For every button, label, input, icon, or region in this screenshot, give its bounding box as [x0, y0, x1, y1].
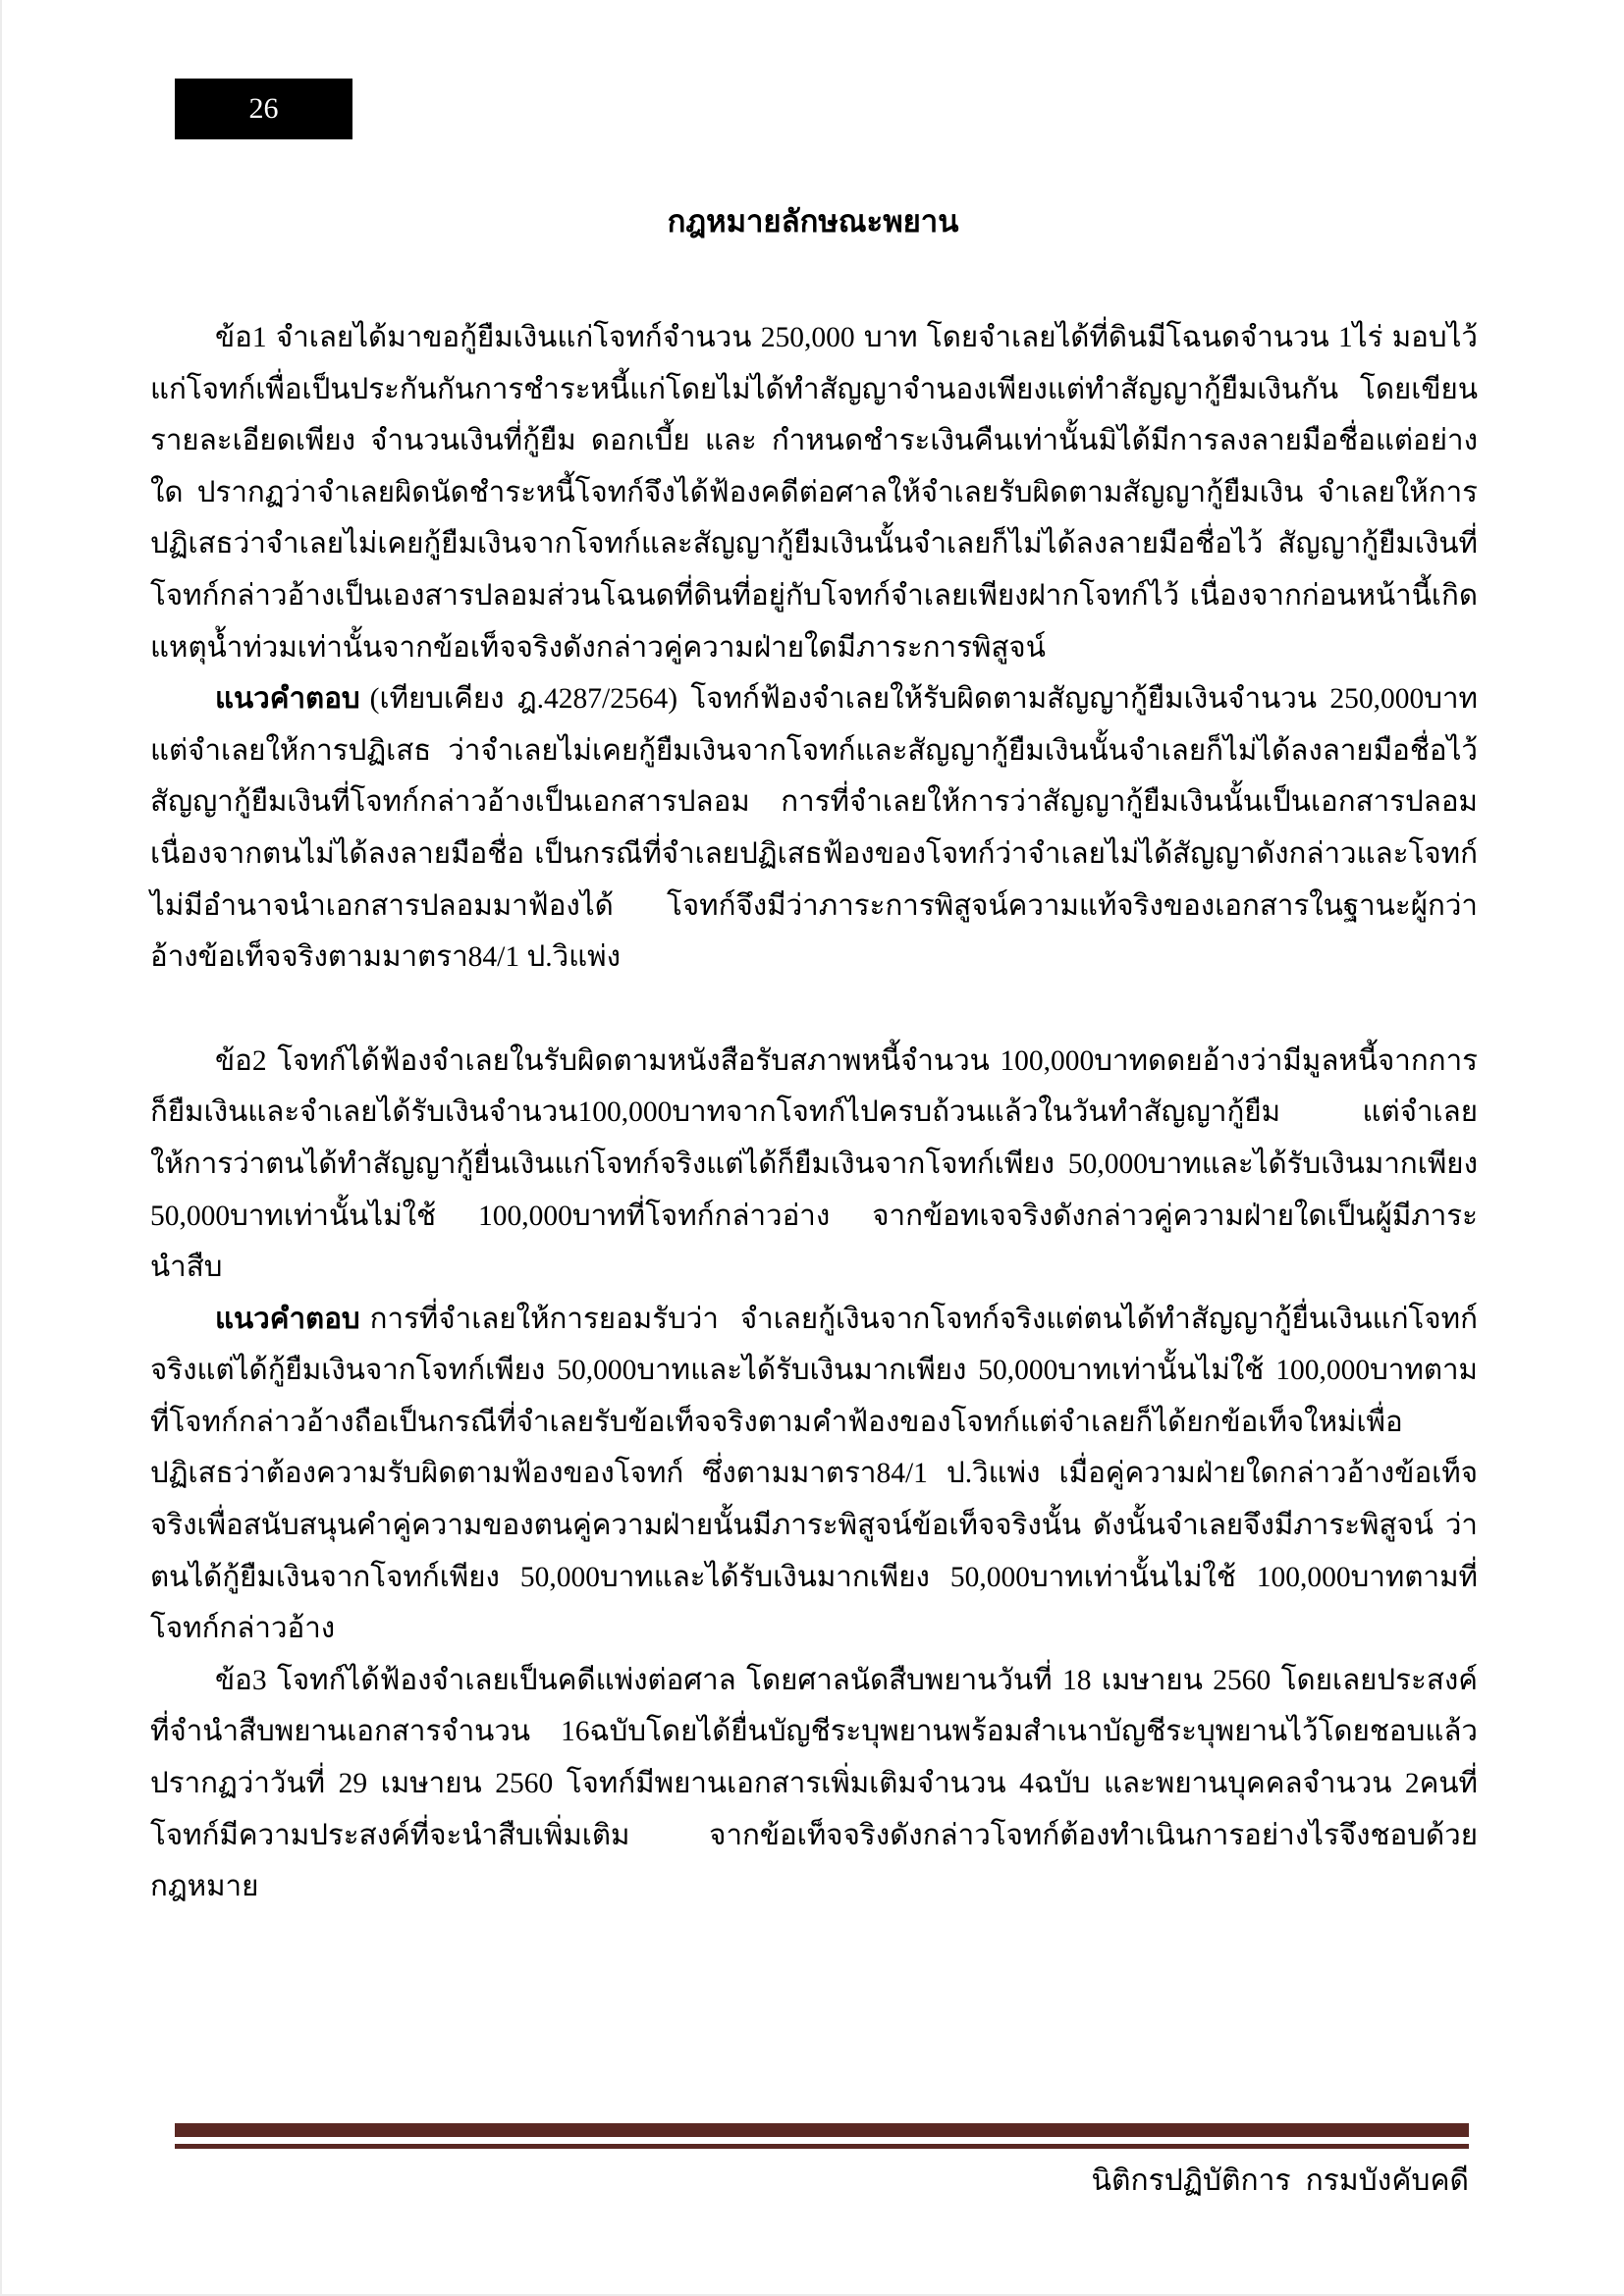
- paragraph-text: ข้อ2 โจทก์ได้ฟ้องจำเลยในรับผิดตามหนังสือรับสภาพหนี้จำนวน 100,000บาทดดยอ้างว่ามีมูลหนี้จากการก็ยืมเงินและจำเลยได้รับเงินจำนวน100,000บาทจากโจทก์ไปครบถ้วนแล้วในวันทำสัญญากู้ยืม แต่จำเลยให้การว่าตนได้ทำสัญญากู้ยื่นเงินแก่โจทก์จริงแต่ได้ก็ยืมเงินจากโจทก์เพียง 50,000บาทและได้รับเงินมากเพียง 50,000บาทเท่านั้นไม่ใช้ 100,000บาทที่โจทก์กล่าวอ่าง จากข้อทเจจริงดังกล่าวคู่ความฝ่ายใดเป็นผู้มีภาระนำสืบ: [150, 1044, 1478, 1284]
- paragraph-question-2: [150, 1036, 1478, 1294]
- page-number-box: [175, 79, 352, 139]
- document-body: [150, 312, 1478, 1913]
- paragraph-question-3: [150, 1655, 1478, 1913]
- footer-rule-thin: [175, 2144, 1469, 2149]
- page-number: 26: [248, 92, 279, 125]
- paragraph-text: ข้อ1 จำเลยได้มาขอกู้ยืมเงินแก่โจทก์จำนวน 250,000 บาท โดยจำเลยได้ที่ดินมีโฉนดจำนวน 1ไร่ มอบไว้แก่โจทก์เพื่อเป็นประกันกันการชำระหนี้แก่โดยไม่ได้ทำสัญญาจำนองเพียงแต่ทำสัญญากู้ยืมเงินกัน โดยเขียนรายละเอียดเพียง จำนวนเงินที่กู้ยืม ดอกเบี้ย และ กำหนดชำระเงินคืนเท่านั้นมิได้มีการลงลายมือชื่อแต่อย่างใด ปรากฏว่าจำเลยผิดนัดชำระหนี้โจทก์จึงได้ฟ้องคดีต่อศาลให้จำเลยรับผิดตามสัญญากู้ยืมเงิน จำเลยให้การปฏิเสธว่าจำเลยไม่เคยกู้ยืมเงินจากโจทก์และสัญญากู้ยืมเงินนั้นจำเลยก็ไม่ได้ลงลายมือชื่อไว้ สัญญากู้ยืมเงินที่โจทก์กล่าวอ้างเป็นเองสารปลอมส่วนโฉนดที่ดินที่อยู่กับโจทก์จำเลยเพียงฝากโจทก์ไว้ เนื่องจากก่อนหน้านี้เกิดแหตุน้ำท่วมเท่านั้นจากข้อเท็จจริงดังกล่าวคู่ความฝ่ายใดมีภาระการพิสูจน์: [150, 322, 1478, 664]
- paragraph-answer-1: [150, 673, 1478, 984]
- paragraph-lead: แนวคำตอบ: [215, 683, 360, 716]
- footer-rule-thick: [175, 2123, 1469, 2137]
- paragraph-answer-2: [150, 1294, 1478, 1655]
- paragraph-text: ข้อ3 โจทก์ได้ฟ้องจำเลยเป็นคดีแพ่งต่อศาล โดยศาลนัดสืบพยานวันที่ 18 เมษายน 2560 โดยเลยประสงค์ที่จำนำสืบพยานเอกสารจำนวน 16ฉบับโดยได้ยื่นบัญชีระบุพยานพร้อมสำเนาบัญชีระบุพยานไว้โดยชอบแล้ว ปรากฏว่าวันที่ 29 เมษายน 2560 โจทก์มีพยานเอกสารเพิ่มเติมจำนวน 4ฉบับ และพยานบุคคลจำนวน 2คนที่โจทก์มีความประสงค์ที่จะนำสืบเพิ่มเติม จากข้อเท็จจริงดังกล่าวโจทก์ต้องทำเนินการอย่างไรจึงชอบด้วยกฎหมาย: [150, 1664, 1478, 1903]
- paragraph-text: การที่จำเลยให้การยอมรับว่า จำเลยกู้เงินจากโจทก์จริงแต่ตนได้ทำสัญญากู้ยื่นเงินแก่โจทก์จริงแต่ได้กู้ยืมเงินจากโจทก์เพียง 50,000บาทและได้รับเงินมากเพียง 50,000บาทเท่านั้นไม่ใช้ 100,000บาทตามที่โจทก์กล่าวอ้างถือเป็นกรณีที่จำเลยรับข้อเท็จจริงตามคำฟ้องของโจทก์แต่จำเลยก็ได้ยกข้อเท็จใหม่เพื่อปฏิเสธว่าต้องความรับผิดตามฟ้องของโจทก์ ซึ่งตามมาตรา84/1 ป.วิแพ่ง เมื่อคู่ความฝ่ายใดกล่าวอ้างข้อเท็จจริงเพื่อสนับสนุนคำคู่ความของตนคู่ความฝ่ายนั้นมีภาระพิสูจน์ข้อเท็จจริงนั้น ดังนั้นจำเลยจึงมีภาระพิสูจน์ ว่าตนได้กู้ยืมเงินจากโจทก์เพียง 50,000บาทและได้รับเงินมากเพียง 50,000บาทเท่านั้นไม่ใช้ 100,000บาทตามที่โจทก์กล่าวอ้าง: [150, 1303, 1478, 1645]
- paragraph-text: (เทียบเคียง ฎ.4287/2564) โจทก์ฟ้องจำเลยให้รับผิดตามสัญญากู้ยืมเงินจำนวน 250,000บาท แต่จำเลยให้การปฏิเสธ ว่าจำเลยไม่เคยกู้ยืมเงินจากโจทก์และสัญญากู้ยืมเงินนั้นจำเลยก็ไม่ได้ลงลายมือชื่อไว้ สัญญากู้ยืมเงินที่โจทก์กล่าวอ้างเป็นเอกสารปลอม การที่จำเลยให้การว่าสัญญากู้ยืมเงินนั้นเป็นเอกสารปลอมเนื่องจากตนไม่ได้ลงลายมือชื่อ เป็นกรณีที่จำเลยปฏิเสธฟ้องของโจทก์ว่าจำเลยไม่ได้สัญญาดังกล่าวและโจทก์ไม่มีอำนาจนำเอกสารปลอมมาฟ้องได้ โจทก์จึงมีว่าภาระการพิสูจน์ความแท้จริงของเอกสารในฐานะผู้กว่าอ้างข้อเท็จจริงตามมาตรา84/1 ป.วิแพ่ง: [150, 683, 1478, 974]
- paragraph-question-1: [150, 312, 1478, 673]
- paragraph-lead: แนวคำตอบ: [215, 1303, 360, 1335]
- document-title: กฎหมายลักษณะพยาน: [667, 204, 959, 239]
- footer-credit: นิติกรปฏิบัติการ กรมบังคับคดี: [1091, 2164, 1469, 2197]
